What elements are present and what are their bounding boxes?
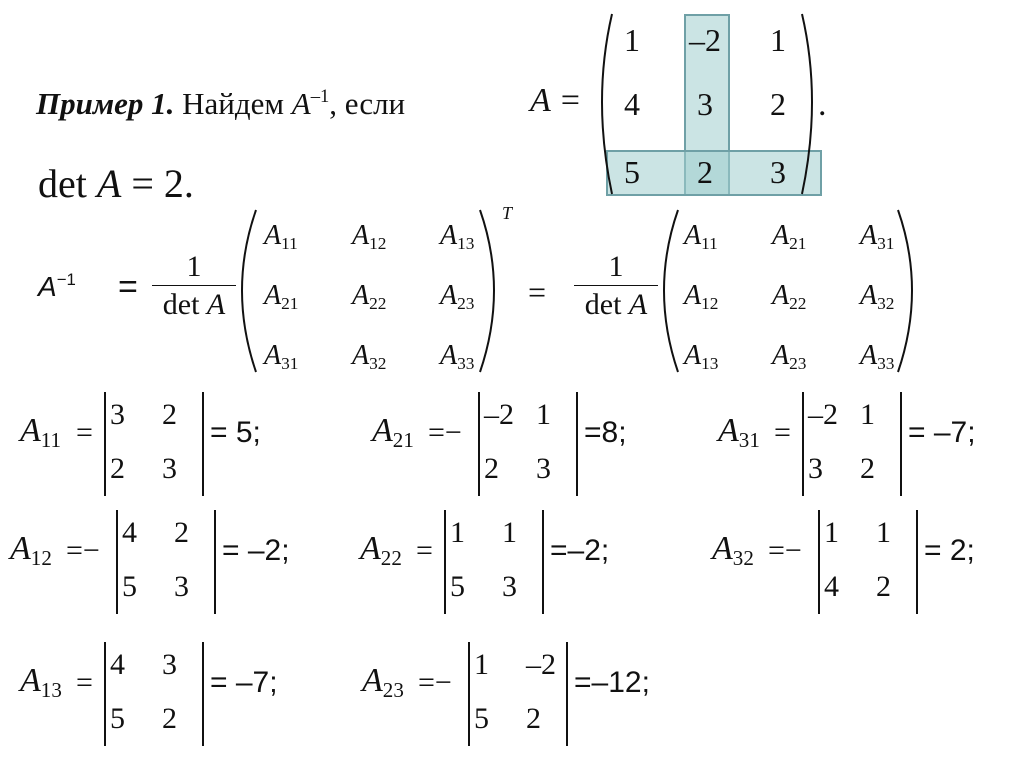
- determinant-bar-right: [542, 510, 544, 614]
- cofactor-letter: A: [772, 340, 790, 371]
- determinant-entry: 4: [110, 648, 125, 681]
- cofactor-letter: A: [440, 220, 458, 251]
- inverse-symbol: A: [291, 86, 311, 122]
- cofactor-symbol: [264, 342, 298, 372]
- cofactor-letter: A: [360, 530, 381, 567]
- den-a: A: [628, 288, 648, 321]
- matrix-a-period: .: [818, 86, 827, 123]
- matrix-a-lhs: A =: [530, 82, 582, 119]
- den-det: det: [584, 288, 622, 321]
- cofactor-letter: A: [352, 220, 370, 251]
- determinant-entry: 5: [110, 702, 125, 735]
- determinant-bar-left: [478, 392, 480, 496]
- cofactor-symbol: [772, 282, 806, 312]
- cofactor-sign: =: [774, 416, 791, 449]
- cofactor-letter: A: [860, 340, 878, 371]
- determinant-entry: 5: [474, 702, 489, 735]
- cofactor-letter: A: [352, 340, 370, 371]
- cofactor-result: = –2;: [222, 534, 290, 567]
- determinant-entry: –2: [808, 398, 838, 431]
- matrix-a-cell: 5: [624, 154, 640, 190]
- cofactor-index: 23: [382, 677, 404, 702]
- cofactor-letter: A: [440, 340, 458, 371]
- cofactor-result: =–12;: [574, 666, 650, 699]
- inverse-lhs-exponent: −1: [56, 270, 76, 289]
- determinant-entry: 2: [162, 398, 177, 431]
- matrix-a-cell: 2: [697, 154, 713, 190]
- determinant-entry: 2: [526, 702, 541, 735]
- determinant-bar-right: [214, 510, 216, 614]
- cofactor-lhs: [10, 532, 52, 569]
- determinant-entry: 5: [122, 570, 137, 603]
- cofactor-lhs: [362, 664, 404, 701]
- cofactor-letter: A: [684, 340, 702, 371]
- cofactor-lhs: [718, 414, 760, 451]
- cofactor-lhs: [712, 532, 754, 569]
- matrix-a-cell: 4: [624, 86, 640, 122]
- determinant-bar-left: [104, 392, 106, 496]
- cofactor-letter: A: [440, 280, 458, 311]
- cofactor-letter: A: [10, 530, 31, 567]
- determinant-entry: 4: [824, 570, 839, 603]
- cofactor-symbol: [440, 282, 474, 312]
- fraction-numerator: 1: [186, 250, 202, 283]
- transpose-superscript: T: [502, 203, 513, 223]
- matrix-a-cell: 1: [770, 22, 786, 58]
- cofactor-index: 13: [40, 677, 62, 702]
- determinant-entry: 2: [484, 452, 499, 485]
- cofactor-letter: A: [362, 662, 383, 699]
- cofactor-letter: A: [772, 220, 790, 251]
- determinant-entry: 4: [122, 516, 137, 549]
- determinant-entry: 3: [110, 398, 125, 431]
- cofactor-index: 21: [789, 233, 807, 253]
- determinant-entry: 1: [474, 648, 489, 681]
- cofactor-letter: A: [264, 280, 282, 311]
- matrix-a-cell: 2: [770, 86, 786, 122]
- det-word: det: [38, 161, 87, 206]
- cofactor-letter: A: [684, 280, 702, 311]
- cofactor-index: 32: [369, 353, 387, 373]
- cofactor-symbol: [860, 222, 894, 252]
- determinant-bar-left: [104, 642, 106, 746]
- cofactor-sign: =: [76, 416, 93, 449]
- cofactor-index: 23: [457, 293, 475, 313]
- cofactor-symbol: [264, 282, 298, 312]
- cofactor-letter: A: [772, 280, 790, 311]
- fraction-right: [574, 250, 658, 321]
- determinant-bar-left: [116, 510, 118, 614]
- determinant-entry: 1: [876, 516, 891, 549]
- determinant-entry: 2: [110, 452, 125, 485]
- cofactor-sign: =: [416, 534, 433, 567]
- cofactor-letter: A: [20, 662, 41, 699]
- cofactor-symbol: [352, 282, 386, 312]
- cofactor-result: = –7;: [210, 666, 278, 699]
- cofactor-sign: =: [76, 666, 93, 699]
- fraction-denominator: [574, 288, 658, 321]
- cofactor-result: = –7;: [908, 416, 976, 449]
- if-text: , если: [329, 86, 406, 122]
- cofactor-index: 33: [877, 353, 895, 373]
- cofactor-symbol: [352, 222, 386, 252]
- cofactor-index: 32: [877, 293, 895, 313]
- cofactor-lhs: [372, 414, 414, 451]
- cofactor-index: 32: [732, 545, 754, 570]
- den-det: det: [162, 288, 200, 321]
- determinant-bar-right: [576, 392, 578, 496]
- cofactor-letter: A: [372, 412, 393, 449]
- determinant-entry: 1: [860, 398, 875, 431]
- cofactor-index: 22: [789, 293, 807, 313]
- det-matrix-symbol: A: [96, 161, 122, 206]
- determinant-entry: –2: [526, 648, 556, 681]
- det-value: = 2.: [131, 161, 194, 206]
- cofactor-letter: A: [860, 220, 878, 251]
- cofactor-symbol: [440, 342, 474, 372]
- cofactor-symbol: [772, 342, 806, 372]
- cofactor-sign: =−: [66, 534, 100, 567]
- cofactor-sign: =−: [428, 416, 462, 449]
- determinant-entry: 3: [808, 452, 823, 485]
- find-text: Найдем: [182, 86, 284, 122]
- cofactor-sign: =−: [418, 666, 452, 699]
- cofactor-index: 21: [281, 293, 299, 313]
- determinant-entry: 1: [536, 398, 551, 431]
- cofactor-index: 33: [457, 353, 475, 373]
- cofactor-index: 13: [457, 233, 475, 253]
- cofactor-symbol: [440, 222, 474, 252]
- cofactor-index: 31: [738, 427, 760, 452]
- determinant-bar-left: [802, 392, 804, 496]
- cofactor-result: =8;: [584, 416, 627, 449]
- cofactor-index: 21: [392, 427, 414, 452]
- determinant-entry: 3: [174, 570, 189, 603]
- determinant-entry: 1: [502, 516, 517, 549]
- cofactor-index: 22: [380, 545, 402, 570]
- cofactor-index: 11: [40, 427, 62, 452]
- matrix-a-cell: 1: [624, 22, 640, 58]
- determinant-entry: –2: [484, 398, 514, 431]
- matrix-a-cell: –2: [689, 22, 721, 58]
- cofactor-letter: A: [860, 280, 878, 311]
- cofactor-letter: A: [20, 412, 41, 449]
- cofactor-lhs: [360, 532, 402, 569]
- cofactor-letter: A: [718, 412, 739, 449]
- determinant-entry: 3: [162, 452, 177, 485]
- cofactor-index: 22: [369, 293, 387, 313]
- cofactor-symbol: [684, 282, 718, 312]
- cofactor-letter: A: [684, 220, 702, 251]
- cofactor-sign: =−: [768, 534, 802, 567]
- fraction-numerator: 1: [608, 250, 624, 283]
- equals-sign-2: =: [528, 274, 547, 310]
- determinant-entry: 3: [536, 452, 551, 485]
- determinant-bar-left: [818, 510, 820, 614]
- matrix-a-cell: 3: [697, 86, 713, 122]
- cofactor-letter: A: [264, 220, 282, 251]
- cofactor-symbol: [772, 222, 806, 252]
- determinant-bar-right: [202, 392, 204, 496]
- determinant-entry: 2: [162, 702, 177, 735]
- inverse-exponent: –1: [310, 86, 330, 107]
- cofactor-symbol: [352, 342, 386, 372]
- example-label: Пример 1.: [36, 86, 175, 122]
- cofactor-symbol: [684, 342, 718, 372]
- cofactor-letter: A: [712, 530, 733, 567]
- determinant-bar-right: [202, 642, 204, 746]
- cofactor-lhs: [20, 414, 61, 451]
- determinant-entry: 1: [824, 516, 839, 549]
- den-a: A: [206, 288, 226, 321]
- determinant-entry: 5: [450, 570, 465, 603]
- cofactor-index: 12: [701, 293, 719, 313]
- inverse-lhs-symbol: A: [38, 270, 57, 302]
- cofactor-index: 13: [701, 353, 719, 373]
- cofactor-result: = 2;: [924, 534, 975, 567]
- determinant-entry: 2: [174, 516, 189, 549]
- cofactor-letter: A: [352, 280, 370, 311]
- determinant-bar-left: [468, 642, 470, 746]
- cofactor-index: 11: [701, 233, 718, 253]
- cofactor-symbol: [860, 342, 894, 372]
- determinant-entry: 2: [876, 570, 891, 603]
- cofactor-symbol: [860, 282, 894, 312]
- cofactor-letter: A: [264, 340, 282, 371]
- cofactor-index: 31: [281, 353, 299, 373]
- determinant-entry: 3: [502, 570, 517, 603]
- cofactor-symbol: [264, 222, 298, 252]
- cofactor-index: 31: [877, 233, 895, 253]
- determinant-bar-right: [900, 392, 902, 496]
- cofactor-symbol: [684, 222, 718, 252]
- cofactor-result: =–2;: [550, 534, 610, 567]
- cofactor-index: 12: [30, 545, 52, 570]
- equals-sign-1: =: [118, 268, 138, 306]
- determinant-bar-left: [444, 510, 446, 614]
- cofactor-lhs: [20, 664, 62, 701]
- cofactor-index: 11: [281, 233, 298, 253]
- determinant-bar-right: [566, 642, 568, 746]
- determinant-entry: 3: [162, 648, 177, 681]
- determinant-bar-right: [916, 510, 918, 614]
- fraction-bar: [574, 285, 658, 286]
- determinant-entry: 1: [450, 516, 465, 549]
- matrix-a-cell: 3: [770, 154, 786, 190]
- cofactor-result: = 5;: [210, 416, 261, 449]
- cofactor-index: 12: [369, 233, 387, 253]
- cofactor-index: 23: [789, 353, 807, 373]
- determinant-entry: 2: [860, 452, 875, 485]
